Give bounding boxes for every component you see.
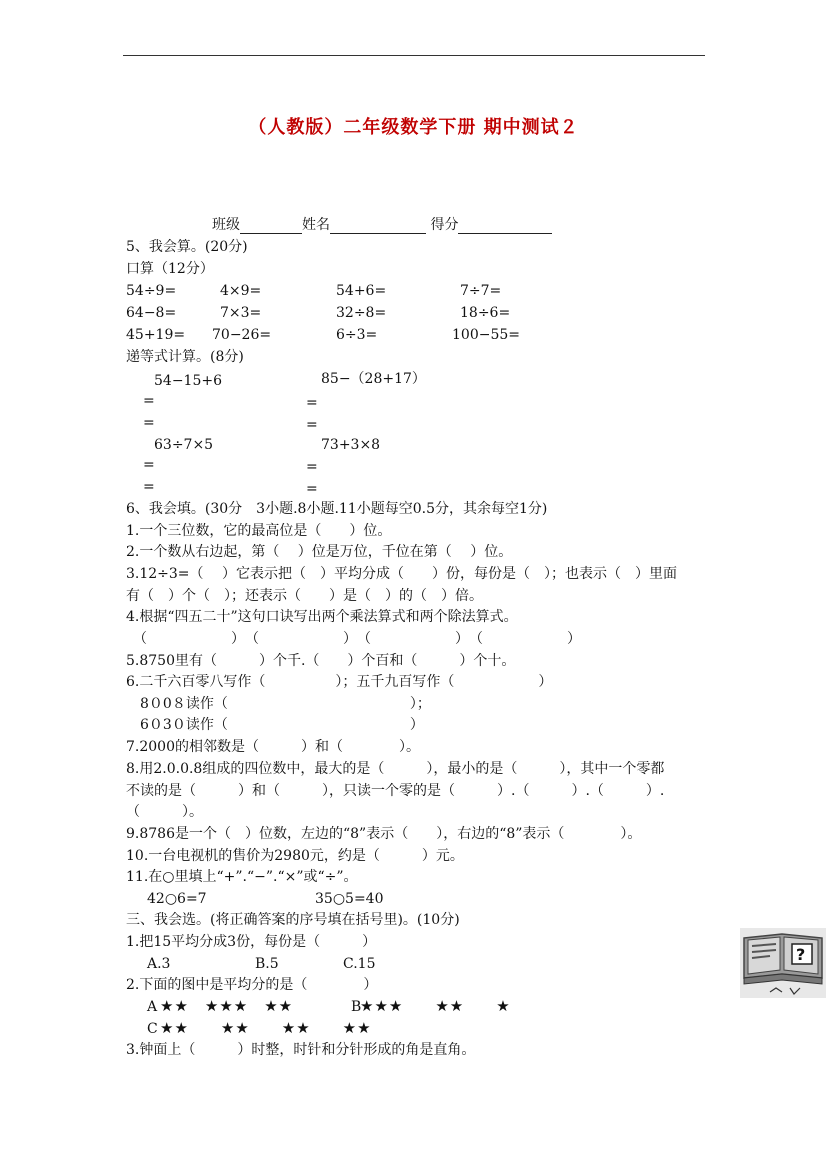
oral-item: 54+6= bbox=[336, 283, 387, 299]
option-c: C.15 bbox=[343, 956, 376, 972]
step-heading: 递等式计算。(8分) bbox=[126, 349, 244, 365]
step-eq: = bbox=[143, 393, 155, 409]
fill-question: 8.用2.0.0.8组成的四位数中，最大的是（ ），最小的是（ ），其中一个零都 bbox=[126, 761, 665, 777]
option-b: B.5 bbox=[255, 956, 279, 972]
fill-question: 6０3０读作（ ） bbox=[126, 717, 424, 733]
step-eq: = bbox=[306, 417, 318, 433]
header-fields bbox=[212, 216, 552, 234]
oral-item: 70−26= bbox=[212, 327, 272, 343]
option-a-label: A bbox=[147, 999, 158, 1015]
oral-item: 64−8= bbox=[126, 305, 177, 321]
oral-item: 7÷7= bbox=[460, 283, 502, 299]
fill-op: 35○5=40 bbox=[315, 891, 384, 907]
step-eq: = bbox=[306, 481, 318, 497]
class-label: 班级 bbox=[212, 217, 240, 233]
fill-question: 不读的是（ ）和（ ），只读一个零的是（ ）.（ ）.（ ）. bbox=[126, 783, 665, 799]
step-expr: 85−（28+17） bbox=[321, 371, 426, 387]
oral-heading: 口算（12分） bbox=[126, 261, 214, 277]
oral-item: 54÷9= bbox=[126, 283, 177, 299]
oral-item: 45+19= bbox=[126, 327, 186, 343]
fill-question: 9.8786是一个（ ）位数，左边的“8”表示（ ），右边的“8”表示（ ）。 bbox=[126, 826, 642, 842]
fill-question: 3.12÷3=（ ）它表示把（ ）平均分成（ ）份，每份是（ ）；也表示（ ）里面 bbox=[126, 566, 677, 582]
step-eq: = bbox=[306, 459, 318, 475]
step-eq: = bbox=[143, 415, 155, 431]
header-rule bbox=[123, 55, 705, 56]
step-expr: 63÷7×5 bbox=[154, 437, 214, 453]
s5-heading: 5、我会算。(20分) bbox=[126, 239, 248, 255]
step-expr: 54−15+6 bbox=[154, 373, 222, 389]
fill-question: 2.一个数从右边起，第（ ）位是万位，千位在第（ ）位。 bbox=[126, 544, 513, 560]
name-label: 姓名 bbox=[302, 217, 330, 233]
star-group-b: ★★★ ★★ ★ bbox=[360, 997, 511, 1015]
fill-question: 4.根据“四五二十”这句口诀写出两个乘法算式和两个除法算式。 bbox=[126, 609, 518, 625]
oral-item: 100−55= bbox=[452, 327, 520, 343]
fill-question: 5.8750里有（ ）个千.（ ）个百和（ ）个十。 bbox=[126, 653, 516, 669]
fill-question: （ ）。 bbox=[126, 804, 203, 820]
oral-item: 18÷6= bbox=[460, 305, 511, 321]
fill-question: 10.一台电视机的售价为2980元，约是（ ）元。 bbox=[126, 848, 464, 864]
oral-item: 6÷3= bbox=[336, 327, 378, 343]
oral-item: 4×9= bbox=[220, 283, 262, 299]
s6-heading: 6、我会填。(30分 3小题.8小题.11小题每空0.5分，其余每空1分) bbox=[126, 501, 548, 517]
class-blank[interactable] bbox=[240, 217, 302, 234]
step-expr: 73+3×8 bbox=[321, 437, 381, 453]
oral-item: 7×3= bbox=[220, 305, 262, 321]
step-eq: = bbox=[306, 395, 318, 411]
choice-question: 1.把15平均分成3份，每份是（ ） bbox=[126, 934, 377, 950]
star-group-a: ★★ ★★★ ★★ bbox=[160, 997, 294, 1015]
page-title: （人教版）二年级数学下册 期中测试２ bbox=[248, 117, 579, 138]
fill-question: 有（ ）个（ ）；还表示（ ）是（ ）的（ ）倍。 bbox=[126, 588, 483, 604]
score-label: 得分 bbox=[430, 217, 459, 233]
fill-question: 6.二千六百零八写作（ ）；五千九百写作（ ） bbox=[126, 674, 553, 690]
option-c-label: C bbox=[147, 1021, 158, 1037]
fill-question: （ ） （ ） （ ） （ ） bbox=[126, 631, 581, 647]
choice-question: 3.钟面上（ ）时整，时针和分针形成的角是直角。 bbox=[126, 1042, 476, 1058]
fill-question: 11.在○里填上“+”.“−”.“×”或“÷”。 bbox=[126, 869, 358, 885]
star-group-c: ★★ ★★ ★★ ★★ bbox=[160, 1019, 372, 1037]
svg-text:?: ? bbox=[796, 945, 806, 964]
fill-op: 42○6=7 bbox=[147, 891, 207, 907]
option-a: A.3 bbox=[147, 956, 171, 972]
fill-question: 7.2000的相邻数是（ ）和（ ）。 bbox=[126, 739, 420, 755]
step-eq: = bbox=[143, 479, 155, 495]
step-eq: = bbox=[143, 457, 155, 473]
fill-question: 8０0８读作（ ）； bbox=[126, 696, 431, 712]
option-b-label: B bbox=[351, 999, 362, 1015]
choice-question: 2.下面的图中是平均分的是（ ） bbox=[126, 977, 378, 993]
s3-heading: 三、我会选。(将正确答案的序号填在括号里)。(10分) bbox=[126, 912, 460, 928]
oral-item: 32÷8= bbox=[336, 305, 387, 321]
fill-question: 1.一个三位数，它的最高位是（ ）位。 bbox=[126, 523, 392, 539]
book-with-question-icon bbox=[740, 928, 826, 998]
score-blank[interactable] bbox=[458, 217, 552, 234]
name-blank[interactable] bbox=[330, 217, 426, 234]
